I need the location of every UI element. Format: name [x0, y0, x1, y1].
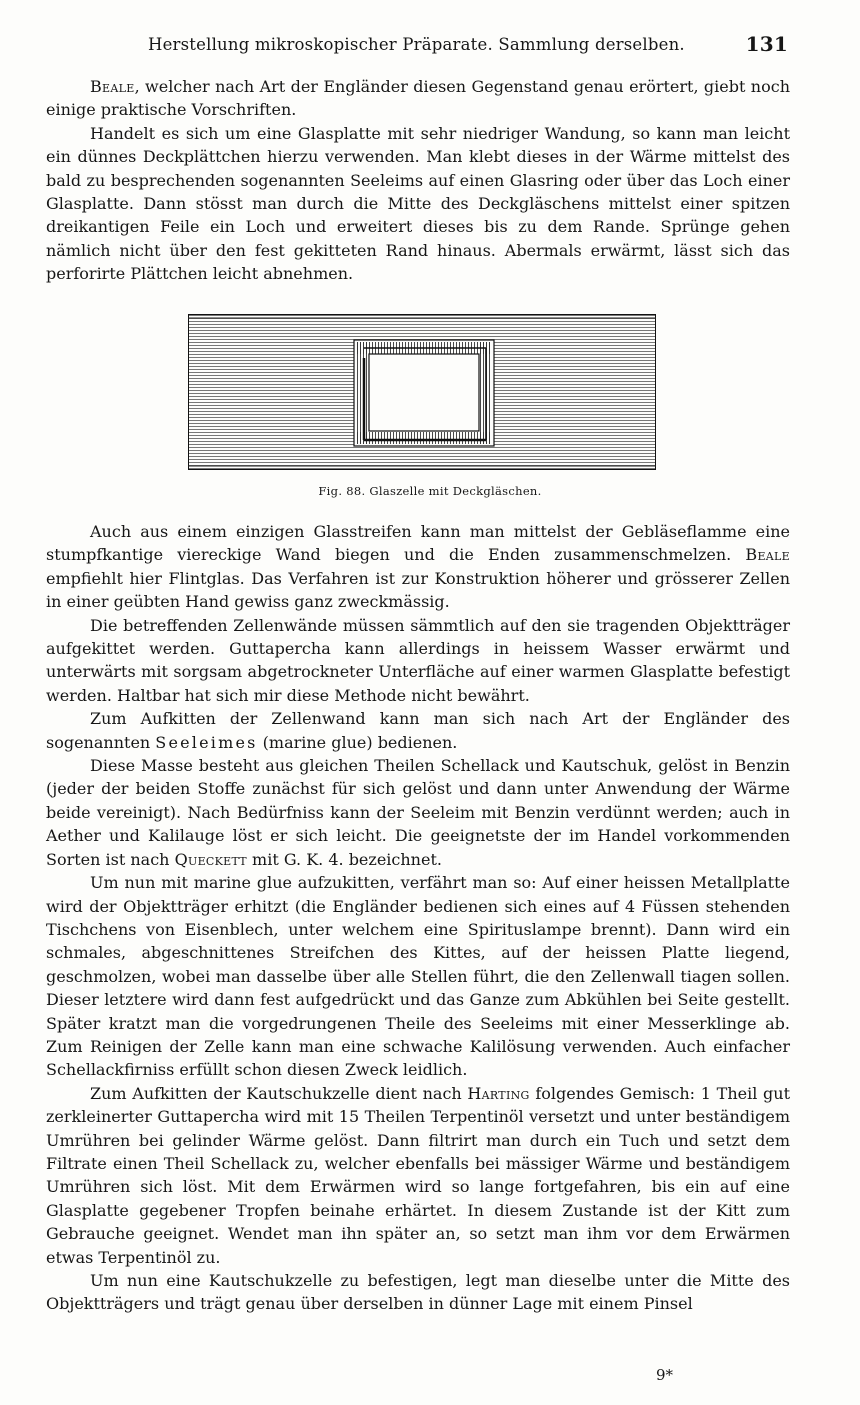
running-title: Herstellung mikroskopischer Präparate. Sammlung derselben. — [148, 35, 685, 54]
glass-cell-illustration — [188, 314, 656, 470]
paragraph: Auch aus einem einzigen Glasstreifen kann man mittelst der Gebläseflamme eine stumpfkantige viereckige Wand biegen und die Enden zusammenschmelzen. Beale empfiehlt hier Flintglas. Das Verfahren ist zur Konstruktion höherer und grösserer Zellen in einer geübten Hand gewiss ganz zweckmässig. — [46, 522, 790, 612]
paragraph: Um nun mit marine glue aufzukitten, verfährt man so: Auf einer heissen Metallplatte wird der Objektträger erhitzt (die Engländer bedienen sich eines auf 4 Füssen stehenden Tischchens von Eisenblech, unter welchem eine Spirituslampe brennt). Dann wird ein schmales, abgeschnittenes Streifchen des Kittes, auf der heissen Platte liegend, geschmolzen, wobei man dasselbe über alle Stellen führt, die den Zellenwall tiagen sollen. Dieser letztere wird dann fest aufgedrückt und das Ganze zum Abkühlen bei Seite gestellt. Später kratzt man die vorgedrungenen Theile des Seeleims mit einer Messerklinge ab. Zum Reinigen der Zelle kann man eine schwache Kalilösung verwenden. Auch einfacher Schellackfirniss erfüllt schon diesen Zweck leidlich. — [46, 873, 790, 1080]
signature-mark: 9* — [656, 1366, 674, 1384]
author-name: Beale — [90, 77, 135, 96]
spaced-term: Seeleimes — [155, 732, 258, 752]
author-name: Queckett — [174, 849, 247, 869]
paragraph: Diese Masse besteht aus gleichen Theilen Schellack und Kautschuk, gelöst in Benzin (jeder der beiden Stoffe zunächst für sich gelöst und dann unter Anwendung der Wärme beide vereinigt). Nach Bedürfniss kann der Seeleim mit Benzin verdünnt werden; auch in Aether und Kalilauge löst er sich leicht. Die geeignetste der im Handel vorkommenden Sorten ist nach Queckett mit G. K. 4. bezeichnet. — [46, 756, 790, 869]
author-name: Harting — [467, 1083, 530, 1103]
paragraph: Handelt es sich um eine Glasplatte mit sehr niedriger Wandung, so kann man leicht ein dünnes Deckplättchen hierzu verwenden. Man klebt dieses in der Wärme mittelst des bald zu besprechenden sogenannten Seeleims auf einen Glasring oder über das Loch einer Glasplatte. Dann stösst man durch die Mitte des Deckgläschens mittelst einer spitzen dreikantigen Feile ein Loch und erweitert dieses bis zu dem Rande. Sprünge gehen nämlich nicht über den fest gekitteten Rand hinaus. Abermals erwärmt, lässt sich das perforirte Plättchen leicht abnehmen. — [46, 123, 790, 284]
paragraph: Die betreffenden Zellenwände müssen sämmtlich auf den sie tragenden Objektträger aufgekittet werden. Guttapercha kann allerdings in heissem Wasser erwärmt und unterwärts mit sorgsam abgetrockneter Unterfläche auf einer warmen Glasplatte befestigt werden. Haltbar hat sich mir diese Methode nicht bewährt. — [46, 615, 790, 705]
page-number: 131 — [745, 32, 788, 56]
author-name: Beale — [745, 545, 790, 565]
text-block-bottom — [46, 520, 790, 1316]
paragraph: Beale, welcher nach Art der Engländer diesen Gegenstand genau erörtert, giebt noch einige praktische Vorschriften. — [46, 77, 790, 120]
paragraph: Um nun eine Kautschukzelle zu befestigen, legt man dieselbe unter die Mitte des Objektträgers und trägt genau über derselben in dünner Lage mit einem Pinsel — [46, 1271, 790, 1314]
figure-glass-cell — [188, 314, 656, 470]
paragraph: Zum Aufkitten der Zellenwand kann man sich nach Art der Engländer des sogenannten Seeleimes (marine glue) bedienen. — [46, 709, 790, 752]
running-head — [148, 32, 788, 60]
text-block-top — [46, 75, 790, 286]
figure-caption: Fig. 88. Glaszelle mit Deckgläschen. — [318, 484, 542, 498]
paragraph: Zum Aufkitten der Kautschukzelle dient nach Harting folgendes Gemisch: 1 Theil gut zerkleinerter Guttapercha wird mit 15 Theilen Terpentinöl versetzt und unter beständigem Umrühren bei gelinder Wärme gelöst. Dann filtrirt man durch ein Tuch und setzt dem Filtrate einen Theil Schellack zu, welcher ebenfalls bei mässiger Wärme und beständigem Umrühren sich löst. Mit dem Erwärmen wird so lange fortgefahren, bis ein auf eine Glasplatte gegebener Tropfen beinahe erhärtet. In diesem Zustande ist der Kitt zum Gebrauche geeignet. Wendet man ihn später an, so setzt man ihm vor dem Erwärmen etwas Terpentinöl zu. — [46, 1083, 791, 1267]
